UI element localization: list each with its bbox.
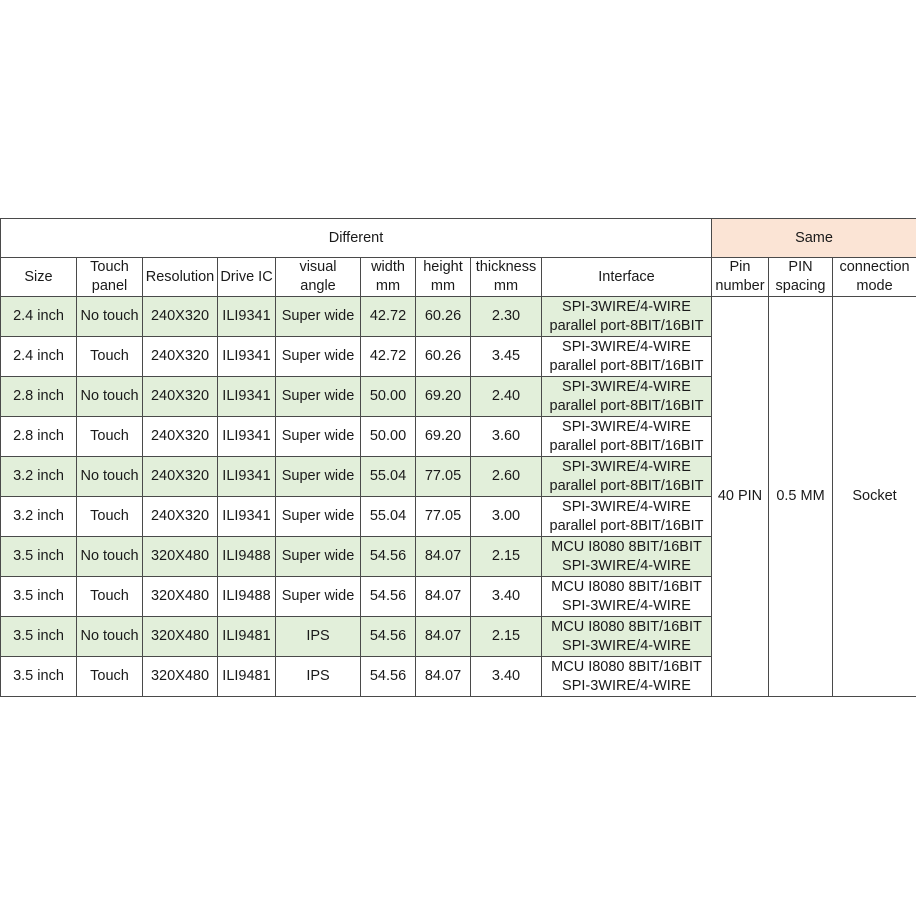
cell-resolution: 240X320 <box>143 417 218 457</box>
cell-pin-spacing: 0.5 MM <box>769 297 833 697</box>
cell-resolution: 240X320 <box>143 377 218 417</box>
cell-height: 77.05 <box>416 457 471 497</box>
cell-touch-panel: No touch <box>77 457 143 497</box>
cell-interface <box>542 337 712 377</box>
cell-visual-angle: Super wide <box>276 417 361 457</box>
cell-resolution: 320X480 <box>143 577 218 617</box>
cell-resolution: 320X480 <box>143 617 218 657</box>
cell-resolution: 240X320 <box>143 457 218 497</box>
cell-touch-panel: No touch <box>77 537 143 577</box>
header-interface: Interface <box>542 258 712 297</box>
cell-interface <box>542 577 712 617</box>
interface-line: SPI-3WIRE/4-WIRE <box>562 418 691 435</box>
cell-resolution: 240X320 <box>143 337 218 377</box>
interface-line: SPI-3WIRE/4-WIRE <box>562 378 691 395</box>
interface-line: SPI-3WIRE/4-WIRE <box>562 597 691 614</box>
header-thickness: thickness mm <box>471 258 542 297</box>
cell-drive-ic: ILI9341 <box>218 497 276 537</box>
cell-touch-panel: No touch <box>77 297 143 337</box>
cell-size: 2.4 inch <box>1 337 77 377</box>
cell-drive-ic: ILI9481 <box>218 617 276 657</box>
cell-visual-angle: IPS <box>276 657 361 697</box>
cell-resolution: 240X320 <box>143 297 218 337</box>
header-size: Size <box>1 258 77 297</box>
cell-visual-angle: IPS <box>276 617 361 657</box>
cell-width: 50.00 <box>361 417 416 457</box>
interface-line: parallel port-8BIT/16BIT <box>549 437 704 454</box>
interface-line: MCU I8080 8BIT/16BIT <box>551 618 702 635</box>
cell-drive-ic: ILI9341 <box>218 297 276 337</box>
cell-width: 54.56 <box>361 537 416 577</box>
cell-interface <box>542 457 712 497</box>
cell-size: 3.2 inch <box>1 497 77 537</box>
cell-height: 77.05 <box>416 497 471 537</box>
interface-line: parallel port-8BIT/16BIT <box>549 317 704 334</box>
cell-thickness: 3.40 <box>471 657 542 697</box>
group-header-row <box>1 219 916 258</box>
cell-width: 55.04 <box>361 497 416 537</box>
interface-line: parallel port-8BIT/16BIT <box>549 517 704 534</box>
cell-height: 60.26 <box>416 337 471 377</box>
cell-width: 54.56 <box>361 657 416 697</box>
cell-thickness: 2.30 <box>471 297 542 337</box>
column-header-row <box>1 258 916 297</box>
cell-width: 54.56 <box>361 577 416 617</box>
cell-visual-angle: Super wide <box>276 337 361 377</box>
cell-visual-angle: Super wide <box>276 537 361 577</box>
cell-height: 69.20 <box>416 417 471 457</box>
header-drive-ic: Drive IC <box>218 258 276 297</box>
cell-visual-angle: Super wide <box>276 497 361 537</box>
header-resolution: Resolution <box>143 258 218 297</box>
cell-interface <box>542 377 712 417</box>
cell-size: 3.5 inch <box>1 577 77 617</box>
cell-touch-panel: No touch <box>77 377 143 417</box>
cell-height: 84.07 <box>416 657 471 697</box>
cell-touch-panel: Touch <box>77 577 143 617</box>
header-pin-number: Pin number <box>712 258 769 297</box>
cell-visual-angle: Super wide <box>276 577 361 617</box>
interface-line: SPI-3WIRE/4-WIRE <box>562 557 691 574</box>
header-width: width mm <box>361 258 416 297</box>
interface-line: MCU I8080 8BIT/16BIT <box>551 538 702 555</box>
cell-thickness: 2.15 <box>471 537 542 577</box>
cell-thickness: 3.60 <box>471 417 542 457</box>
header-visual-angle: visual angle <box>276 258 361 297</box>
cell-visual-angle: Super wide <box>276 457 361 497</box>
cell-thickness: 2.60 <box>471 457 542 497</box>
cell-size: 2.4 inch <box>1 297 77 337</box>
group-same: Same <box>712 219 916 258</box>
cell-height: 60.26 <box>416 297 471 337</box>
cell-drive-ic: ILI9341 <box>218 457 276 497</box>
cell-height: 84.07 <box>416 537 471 577</box>
cell-thickness: 2.40 <box>471 377 542 417</box>
spec-comparison-table <box>0 218 916 697</box>
interface-line: SPI-3WIRE/4-WIRE <box>562 298 691 315</box>
header-connection-mode: connection mode <box>833 258 916 297</box>
interface-line: SPI-3WIRE/4-WIRE <box>562 637 691 654</box>
cell-drive-ic: ILI9341 <box>218 337 276 377</box>
cell-thickness: 3.00 <box>471 497 542 537</box>
cell-width: 54.56 <box>361 617 416 657</box>
cell-thickness: 3.45 <box>471 337 542 377</box>
cell-interface <box>542 417 712 457</box>
cell-size: 3.5 inch <box>1 617 77 657</box>
table-row <box>1 297 916 337</box>
cell-drive-ic: ILI9481 <box>218 657 276 697</box>
cell-size: 2.8 inch <box>1 377 77 417</box>
cell-thickness: 2.15 <box>471 617 542 657</box>
cell-drive-ic: ILI9488 <box>218 537 276 577</box>
cell-interface <box>542 497 712 537</box>
group-different: Different <box>1 219 712 258</box>
cell-drive-ic: ILI9488 <box>218 577 276 617</box>
cell-interface <box>542 617 712 657</box>
cell-drive-ic: ILI9341 <box>218 377 276 417</box>
interface-line: SPI-3WIRE/4-WIRE <box>562 338 691 355</box>
cell-width: 42.72 <box>361 297 416 337</box>
cell-touch-panel: Touch <box>77 657 143 697</box>
cell-interface <box>542 657 712 697</box>
interface-line: parallel port-8BIT/16BIT <box>549 477 704 494</box>
cell-interface <box>542 537 712 577</box>
cell-touch-panel: Touch <box>77 337 143 377</box>
header-pin-spacing: PIN spacing <box>769 258 833 297</box>
header-height: height mm <box>416 258 471 297</box>
cell-touch-panel: Touch <box>77 497 143 537</box>
cell-width: 42.72 <box>361 337 416 377</box>
cell-height: 84.07 <box>416 577 471 617</box>
interface-line: SPI-3WIRE/4-WIRE <box>562 677 691 694</box>
interface-line: MCU I8080 8BIT/16BIT <box>551 658 702 675</box>
cell-size: 3.5 inch <box>1 657 77 697</box>
cell-touch-panel: No touch <box>77 617 143 657</box>
interface-line: parallel port-8BIT/16BIT <box>549 357 704 374</box>
cell-size: 2.8 inch <box>1 417 77 457</box>
header-touch-panel: Touch panel <box>77 258 143 297</box>
cell-interface <box>542 297 712 337</box>
interface-line: parallel port-8BIT/16BIT <box>549 397 704 414</box>
cell-pin-number: 40 PIN <box>712 297 769 697</box>
cell-size: 3.2 inch <box>1 457 77 497</box>
interface-line: SPI-3WIRE/4-WIRE <box>562 458 691 475</box>
cell-height: 84.07 <box>416 617 471 657</box>
cell-width: 55.04 <box>361 457 416 497</box>
interface-line: SPI-3WIRE/4-WIRE <box>562 498 691 515</box>
cell-resolution: 320X480 <box>143 537 218 577</box>
cell-touch-panel: Touch <box>77 417 143 457</box>
cell-visual-angle: Super wide <box>276 297 361 337</box>
cell-resolution: 240X320 <box>143 497 218 537</box>
cell-thickness: 3.40 <box>471 577 542 617</box>
cell-resolution: 320X480 <box>143 657 218 697</box>
cell-size: 3.5 inch <box>1 537 77 577</box>
interface-line: MCU I8080 8BIT/16BIT <box>551 578 702 595</box>
cell-drive-ic: ILI9341 <box>218 417 276 457</box>
cell-height: 69.20 <box>416 377 471 417</box>
cell-width: 50.00 <box>361 377 416 417</box>
cell-visual-angle: Super wide <box>276 377 361 417</box>
cell-connection-mode: Socket <box>833 297 916 697</box>
